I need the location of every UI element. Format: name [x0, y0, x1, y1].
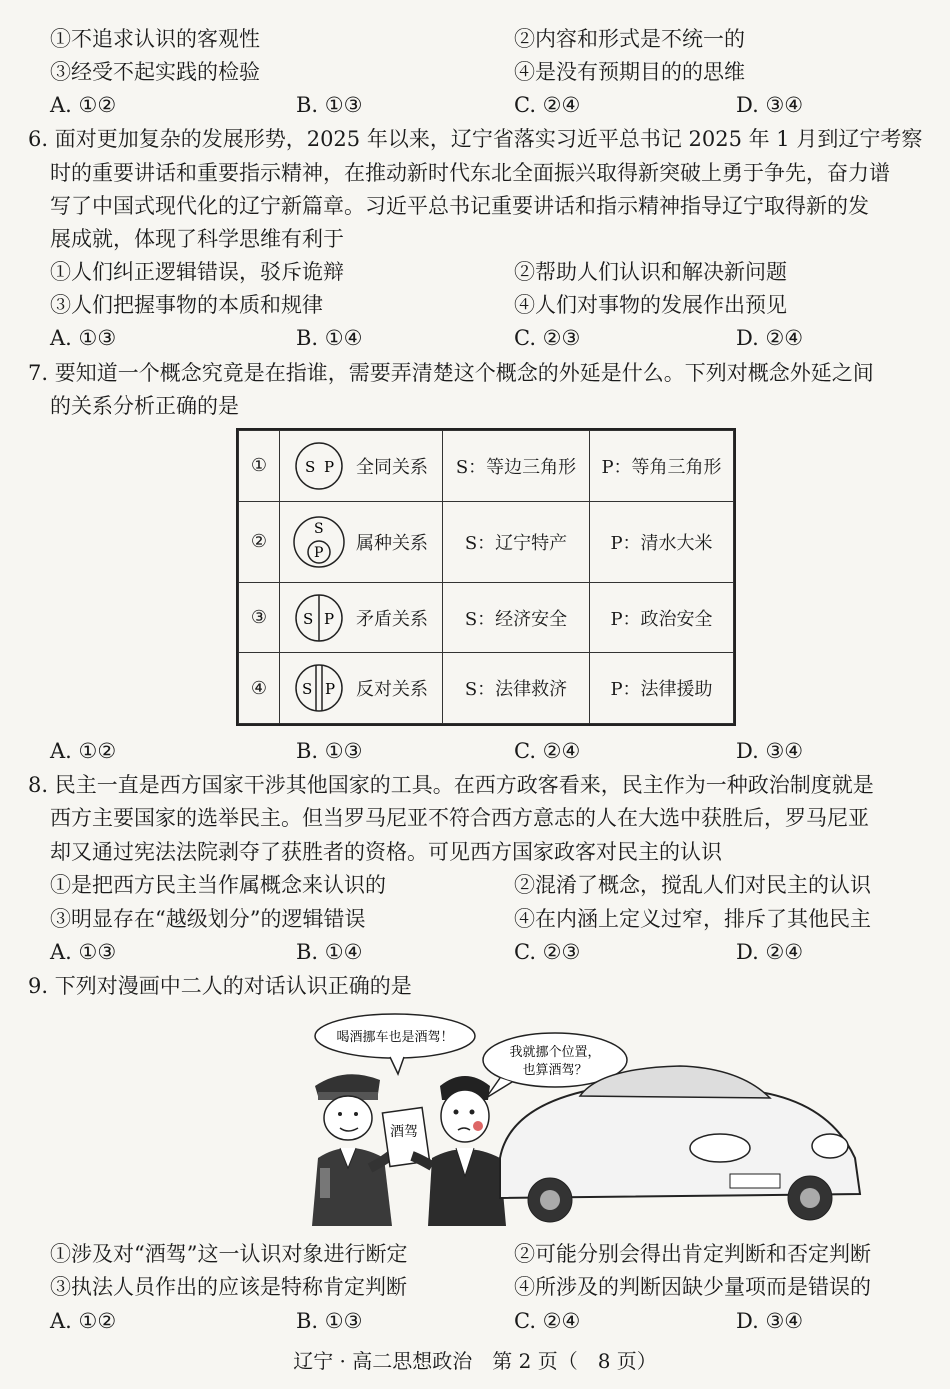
- concept-p: P：等角三角形: [590, 431, 734, 502]
- concept-p: P：清水大米: [590, 501, 734, 582]
- q6-choice-c: C. ②③: [514, 326, 581, 350]
- q7-choice-c: C. ②④: [514, 739, 581, 763]
- contrary-relation-diagram: [288, 662, 350, 714]
- q6-option-3: ③人们把握事物的本质和规律: [50, 293, 323, 317]
- concept-relation-table: [236, 428, 736, 726]
- q8-option-1: ①是把西方民主当作属概念来认识的: [50, 873, 386, 897]
- concept-p: P：法律援助: [590, 653, 734, 724]
- page-footer: 辽宁 · 高二思想政治 第 2 页（ 8 页）: [293, 1349, 657, 1373]
- q5-choice-b: B. ①③: [296, 93, 363, 117]
- q5-choice-a: A. ①②: [50, 93, 117, 117]
- q5-option-4: ④是没有预期目的的思维: [514, 60, 745, 84]
- q9-choice-a: A. ①②: [50, 1309, 117, 1333]
- bubble-right-text-2: 也算酒驾？: [522, 1063, 588, 1078]
- contradictory-relation-diagram: [288, 592, 350, 644]
- diagram-s-label: S: [302, 680, 313, 699]
- row-number: ①: [239, 431, 280, 502]
- q6-stem-line-2: 时的重要讲话和重要指示精神，在推动新时代东北全面振兴取得新突破上勇于争先，奋力谱: [50, 161, 890, 185]
- row-number: ③: [239, 582, 280, 653]
- q8-stem-line-2: 西方主要国家的选举民主。但当罗马尼亚不符合西方意志的人在大选中获胜后，罗马尼亚: [50, 806, 869, 830]
- q7-choice-b: B. ①③: [296, 739, 363, 763]
- row-number: ④: [239, 653, 280, 724]
- diagram-p-label: P: [324, 457, 335, 476]
- relation-label: 全同关系: [356, 456, 428, 478]
- q8-option-3: ③明显存在“越级划分”的逻辑错误: [50, 907, 366, 931]
- table-row: [239, 431, 734, 502]
- q9-option-1: ①涉及对“酒驾”这一认识对象进行断定: [50, 1242, 408, 1266]
- q9-option-3: ③执法人员作出的应该是特称肯定判断: [50, 1275, 407, 1299]
- diagram-p-label: P: [324, 609, 335, 628]
- q8-choice-a: A. ①③: [50, 940, 117, 964]
- diagram-s-label: S: [303, 609, 314, 628]
- q6-option-1: ①人们纠正逻辑错误，驳斥诡辩: [50, 260, 344, 284]
- q6-choice-a: A. ①③: [50, 326, 117, 350]
- q6-stem-line-4: 展成就，体现了科学思维有利于: [50, 227, 344, 251]
- concept-s: S：等边三角形: [443, 431, 590, 502]
- q9-choice-d: D. ③④: [736, 1309, 804, 1333]
- bubble-left-text: 喝酒挪车也是酒驾！: [336, 1030, 454, 1045]
- diagram-s-label: S: [314, 520, 324, 537]
- q9-option-2: ②可能分别会得出肯定判断和否定判断: [514, 1242, 871, 1266]
- relation-label: 属种关系: [356, 532, 428, 554]
- diagram-p-label: P: [325, 680, 336, 699]
- drunk-driving-cartoon: [300, 1008, 875, 1226]
- bubble-right-text-1: 我就挪个位置，: [509, 1045, 601, 1060]
- q7-stem-line-2: 的关系分析正确的是: [50, 394, 239, 418]
- table-row: [239, 501, 734, 582]
- q9-option-4: ④所涉及的判断因缺少量项而是错误的: [514, 1275, 871, 1299]
- q5-choice-c: C. ②④: [514, 93, 581, 117]
- concept-s: S：经济安全: [443, 582, 590, 653]
- q8-stem-line-1: 8. 民主一直是西方国家干涉其他国家的工具。在西方政客看来，民主作为一种政治制度就是: [28, 773, 874, 797]
- q5-option-2: ②内容和形式是不统一的: [514, 27, 745, 51]
- q9-choice-b: B. ①③: [296, 1309, 363, 1333]
- police-officer-figure: [312, 1074, 398, 1226]
- diagram-p-label: P: [314, 544, 324, 561]
- genus-species-diagram: [288, 512, 350, 572]
- q6-stem-line-1: 6. 面对更加复杂的发展形势，2025 年以来，辽宁省落实习近平总书记 2025 年 1 月到辽宁考察: [28, 127, 923, 151]
- q8-choice-b: B. ①④: [296, 940, 363, 964]
- q5-choice-d: D. ③④: [736, 93, 804, 117]
- identity-relation-diagram: [288, 440, 350, 492]
- relation-label: 矛盾关系: [356, 608, 428, 630]
- diagram-s-label: S: [305, 457, 316, 476]
- q6-choice-d: D. ②④: [736, 326, 804, 350]
- concept-p: P：政治安全: [590, 582, 734, 653]
- car-illustration: [500, 1066, 860, 1222]
- table-row: [239, 582, 734, 653]
- q9-stem-line-1: 9. 下列对漫画中二人的对话认识正确的是: [28, 974, 412, 998]
- concept-s: S：辽宁特产: [443, 501, 590, 582]
- q8-option-2: ②混淆了概念，搅乱人们对民主的认识: [514, 873, 871, 897]
- paper-text: 酒驾: [390, 1124, 418, 1140]
- q6-option-4: ④人们对事物的发展作出预见: [514, 293, 787, 317]
- table-row: [239, 653, 734, 724]
- q7-choice-d: D. ③④: [736, 739, 804, 763]
- q9-choice-c: C. ②④: [514, 1309, 581, 1333]
- concept-s: S：法律救济: [443, 653, 590, 724]
- q6-option-2: ②帮助人们认识和解决新问题: [514, 260, 787, 284]
- q8-option-4: ④在内涵上定义过窄，排斥了其他民主: [514, 907, 871, 931]
- q6-choice-b: B. ①④: [296, 326, 363, 350]
- q8-choice-d: D. ②④: [736, 940, 804, 964]
- relation-label: 反对关系: [356, 679, 428, 701]
- row-number: ②: [239, 501, 280, 582]
- q6-stem-line-3: 写了中国式现代化的辽宁新篇章。习近平总书记重要讲话和指示精神指导辽宁取得新的发: [50, 194, 869, 218]
- q5-option-3: ③经受不起实践的检验: [50, 60, 260, 84]
- q8-stem-line-3: 却又通过宪法法院剥夺了获胜者的资格。可见西方国家政客对民主的认识: [50, 840, 722, 864]
- q7-choice-a: A. ①②: [50, 739, 117, 763]
- q7-stem-line-1: 7. 要知道一个概念究竟是在指谁，需要弄清楚这个概念的外延是什么。下列对概念外延之间: [28, 361, 874, 385]
- q5-option-1: ①不追求认识的客观性: [50, 27, 260, 51]
- q8-choice-c: C. ②③: [514, 940, 581, 964]
